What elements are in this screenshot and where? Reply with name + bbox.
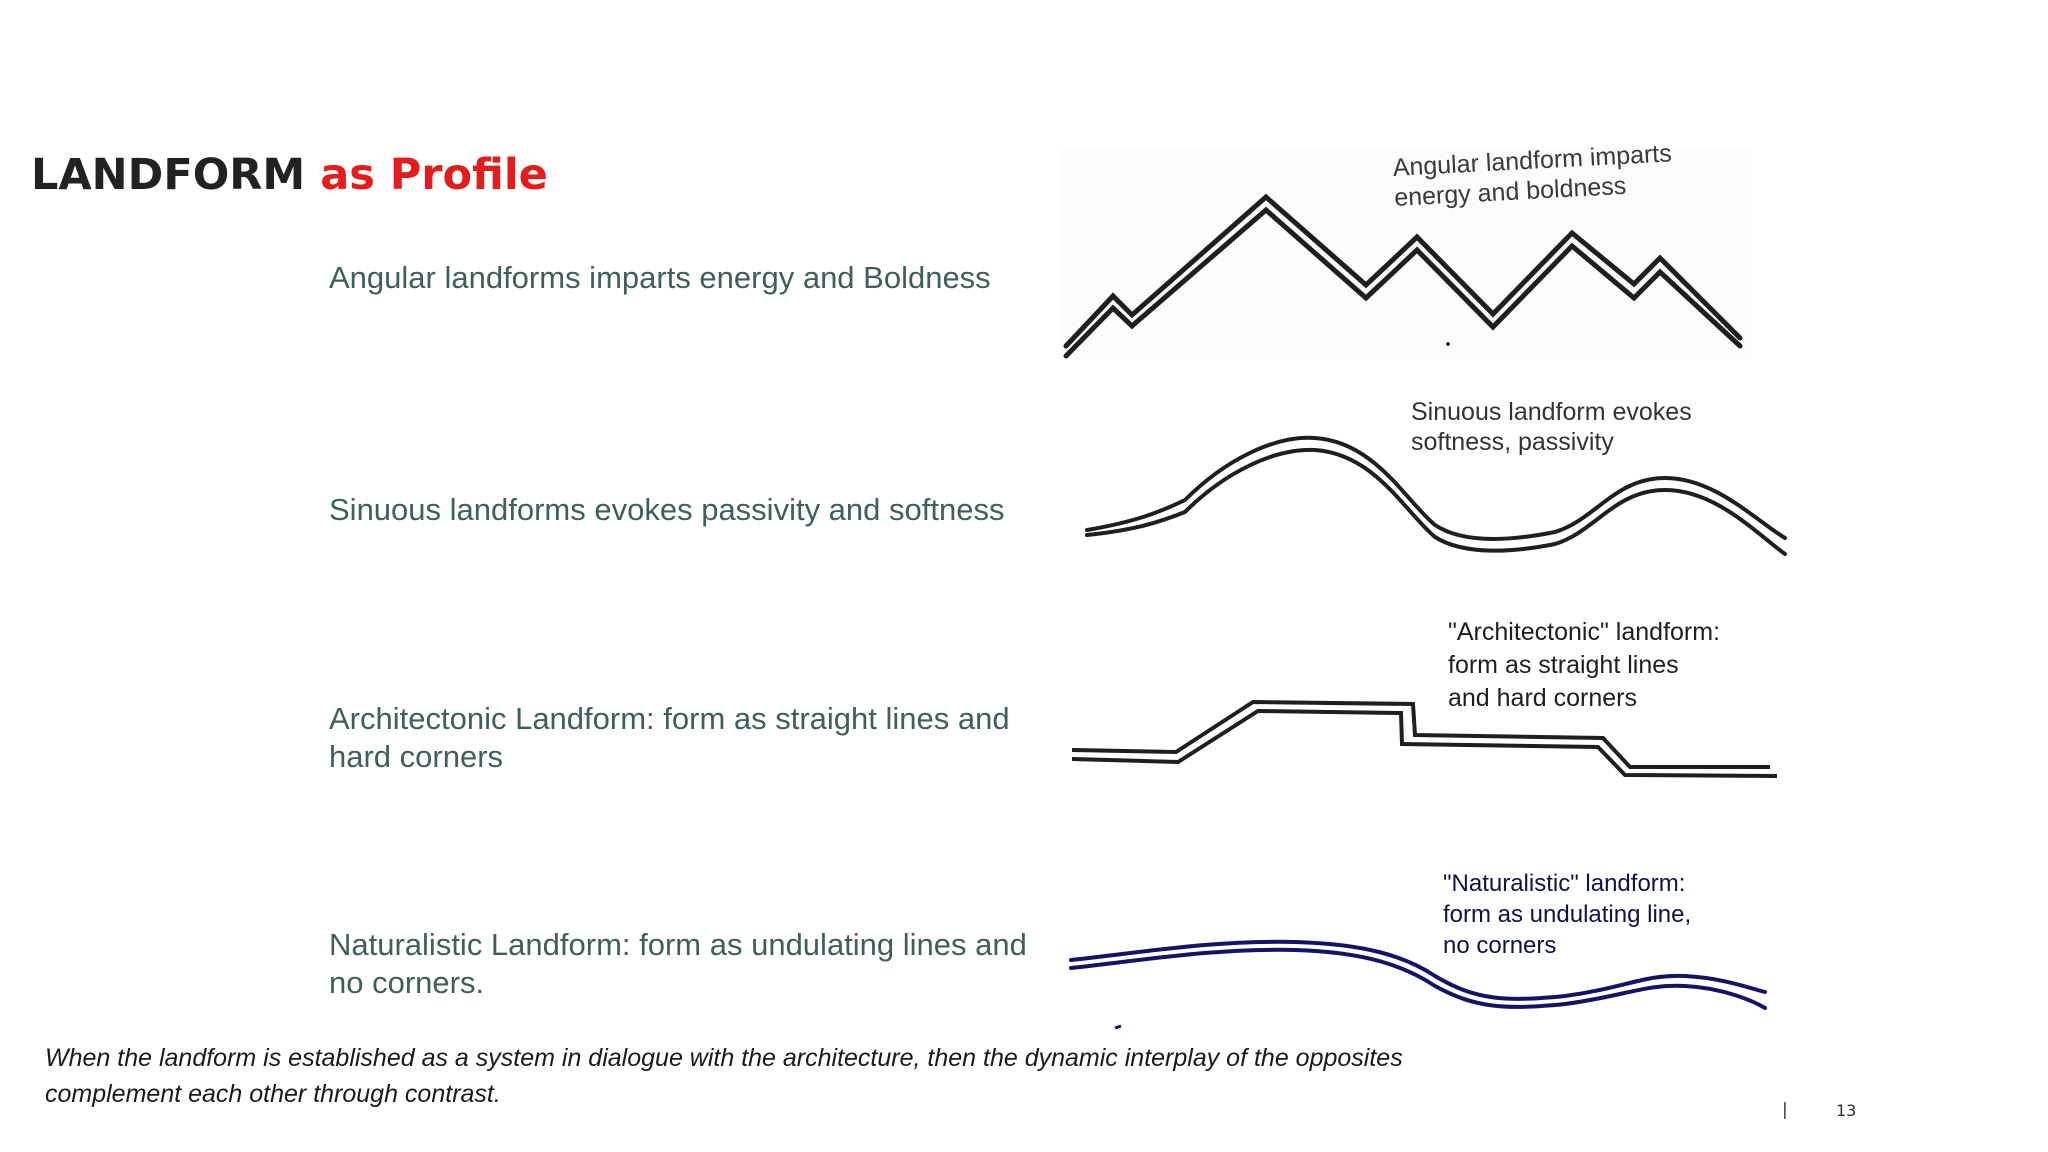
sinuous-sketch-label-line: Sinuous landform evokes bbox=[1411, 398, 1692, 426]
footer-note: When the landform is established as a system in dialogue with the architecture, then the dynamic interplay of the opposites complement each other through contrast. bbox=[45, 1044, 1403, 1108]
title-main: LANDFORM bbox=[31, 150, 306, 200]
sinuous-profile-line-lower bbox=[1087, 450, 1785, 554]
caption-naturalistic: Naturalistic Landform: form as undulating lines and no corners. bbox=[329, 927, 1027, 1000]
angular-sketch-label-line: Angular landform imparts bbox=[1392, 139, 1673, 182]
architectonic-sketch-label-line: and hard corners bbox=[1448, 684, 1638, 712]
naturalistic-sketch-label-line: "Naturalistic" landform: bbox=[1443, 870, 1686, 897]
naturalistic-sketch-label bbox=[1443, 868, 1691, 961]
angular-sketch-label-line: energy and boldness bbox=[1393, 171, 1627, 212]
caption-sinuous: Sinuous landforms evokes passivity and softness bbox=[329, 492, 1005, 527]
sinuous-sketch-label-line: softness, passivity bbox=[1411, 428, 1614, 456]
architectonic-sketch-label-line: form as straight lines bbox=[1448, 651, 1679, 679]
naturalistic-sketch-label-line: no corners bbox=[1443, 932, 1557, 959]
caption-angular: Angular landforms imparts energy and Boldness bbox=[329, 260, 991, 295]
page-number: 13 bbox=[1836, 1101, 1857, 1120]
slide-title bbox=[31, 146, 548, 204]
naturalistic-sketch-label-line: form as undulating line, bbox=[1443, 901, 1692, 928]
angular-profile-line-upper bbox=[1066, 197, 1740, 346]
sinuous-sketch-label bbox=[1411, 397, 1692, 457]
architectonic-sketch-label bbox=[1448, 616, 1720, 715]
title-accent: as Profile bbox=[320, 150, 548, 200]
caption-architectonic: Architectonic Landform: form as straight lines and hard corners bbox=[329, 701, 1010, 774]
page-separator: | bbox=[1782, 1100, 1788, 1120]
architectonic-sketch-label-line: "Architectonic" landform: bbox=[1448, 618, 1721, 646]
